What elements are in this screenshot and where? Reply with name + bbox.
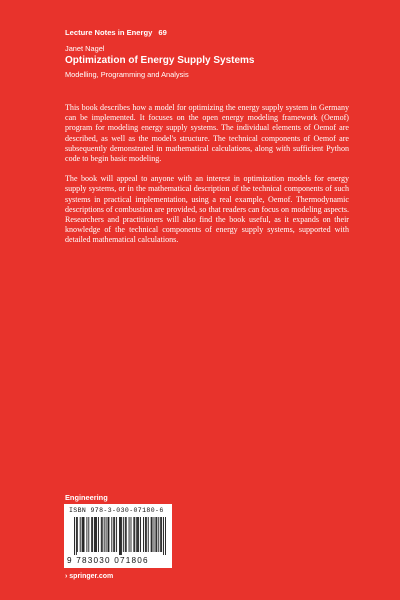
barcode-bar — [95, 517, 96, 552]
barcode-bar — [160, 517, 161, 552]
subject-category: Engineering — [65, 493, 108, 502]
barcode-bar — [113, 517, 114, 552]
barcode-bar — [119, 517, 120, 555]
barcode-bar — [148, 517, 149, 552]
barcode-image — [74, 517, 166, 555]
barcode-bar — [138, 517, 139, 552]
publisher-website: › springer.com — [65, 573, 114, 580]
isbn-text: ISBN 978-3-030-07180-6 — [69, 507, 164, 514]
barcode-bar — [140, 517, 141, 552]
barcode-bar — [126, 517, 127, 552]
barcode-bar — [76, 517, 77, 555]
barcode-bar — [154, 517, 155, 552]
barcode-bar — [80, 517, 81, 552]
barcode-bar — [96, 517, 97, 552]
barcode-bar — [152, 517, 153, 552]
barcode-bar — [74, 517, 75, 555]
barcode-bar — [158, 517, 159, 552]
barcode-bar — [136, 517, 137, 552]
barcode-bar — [83, 517, 84, 552]
barcode-bar — [111, 517, 112, 552]
barcode-bar — [143, 517, 144, 552]
blurb — [65, 103, 349, 256]
barcode-bar — [109, 517, 110, 552]
author-name: Janet Nagel — [65, 44, 105, 53]
barcode-bar — [82, 517, 83, 552]
barcode-bar — [91, 517, 92, 552]
blurb-paragraph-1: This book describes how a model for optimizing the energy supply system in Germany can be implemented. It focuses on the open energy modeling framework (Oemof) program for modeling energy supply systems. The individual elements of Oemof are described, as well as the model's structure. The technical components of Oemof are subsequently demonstrated in mathematical calculations, along with sufficient Python code to begin basic modeling. — [65, 103, 349, 164]
barcode-bar — [102, 517, 103, 552]
barcode-bar — [165, 517, 166, 555]
barcode-bar — [155, 517, 156, 552]
barcode-bar — [114, 517, 115, 552]
barcode-bar — [116, 517, 117, 552]
barcode-bar — [145, 517, 146, 552]
barcode-bar — [94, 517, 95, 552]
barcode-bar — [106, 517, 107, 552]
barcode-bar — [88, 517, 89, 552]
series-volume: 69 — [158, 28, 167, 37]
barcode-bar — [137, 517, 138, 552]
barcode-bar — [123, 517, 124, 552]
barcode-bar — [120, 517, 121, 555]
barcode-bar — [101, 517, 102, 552]
barcode-bar — [129, 517, 130, 552]
barcode-bar — [125, 517, 126, 552]
barcode-bar — [84, 517, 85, 552]
barcode-bar — [161, 517, 162, 552]
book-subtitle: Modelling, Programming and Analysis — [65, 70, 189, 79]
book-title: Optimization of Energy Supply Systems — [65, 55, 255, 66]
series-name: Lecture Notes in Energy — [65, 28, 153, 37]
barcode-bar — [92, 517, 93, 552]
barcode-bar — [86, 517, 87, 552]
barcode-bar — [98, 517, 99, 552]
barcode-bar — [104, 517, 105, 552]
series-line — [65, 28, 167, 37]
barcode-bar — [77, 517, 78, 552]
barcode-bar — [156, 517, 157, 552]
barcode-bar — [121, 517, 122, 555]
barcode-bar — [151, 517, 152, 552]
barcode-bar — [146, 517, 147, 552]
barcode-bar — [134, 517, 135, 552]
barcode-bar — [163, 517, 164, 555]
barcode-bar — [131, 517, 132, 552]
barcode-bar — [108, 517, 109, 552]
blurb-paragraph-2: The book will appeal to anyone with an interest in optimization models for energy supply systems, or in the mathematical description of the technical components of such systems in practical implementation, using a real example, Oemof. Thermodynamic descriptions of combustion are provided, so that readers can focus on modeling aspects. Researchers and practitioners will also find the book useful, as it expands on their knowledge of the technical components of energy supply systems, supported with detailed mathematical calculations. — [65, 174, 349, 245]
barcode-bar — [133, 517, 134, 552]
barcode-digits: 9 783030 071806 — [67, 556, 149, 565]
isbn-barcode-box — [64, 504, 172, 568]
